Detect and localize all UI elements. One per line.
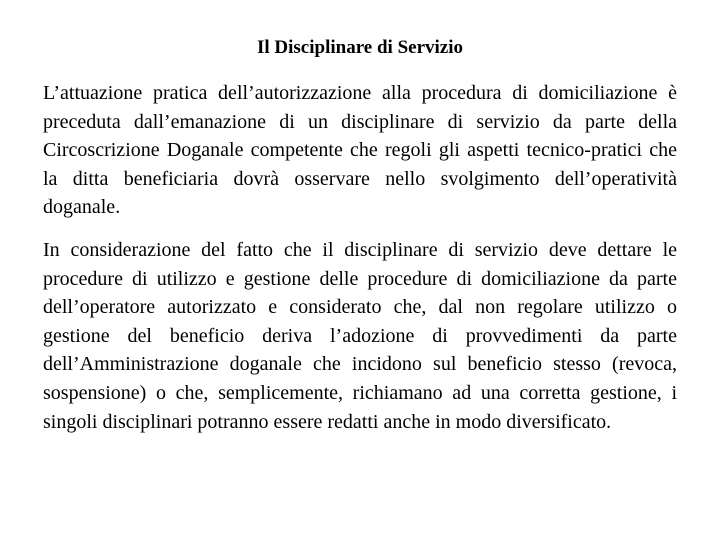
document-title: Il Disciplinare di Servizio xyxy=(256,37,463,58)
paragraph-1: L’attuazione pratica dell’autorizzazione alla procedura di domiciliazione è preceduta dall’emanazione di un disciplinare di servizio da parte della Circoscrizione Doganale competente che regoli gli aspetti tecnico-pratici che la ditta beneficiaria dovrà osservare nello svolgimento dell’operatività doganale. xyxy=(43,82,677,219)
paragraph-2: In considerazione del fatto che il disciplinare di servizio deve dettare le procedure di utilizzo e gestione delle procedure di domiciliazione da parte dell’operatore autorizzato e considerato che, dal non regolare utilizzo o gestione del beneficio deriva l’adozione di provvedimenti da parte dell’Amministrazione doganale che incidono sul beneficio stesso (revoca, sospensione) o che, semplicemente, richiamano ad una corretta gestione, i singoli disciplinari potranno essere redatti anche in modo diversificato. xyxy=(43,239,677,433)
